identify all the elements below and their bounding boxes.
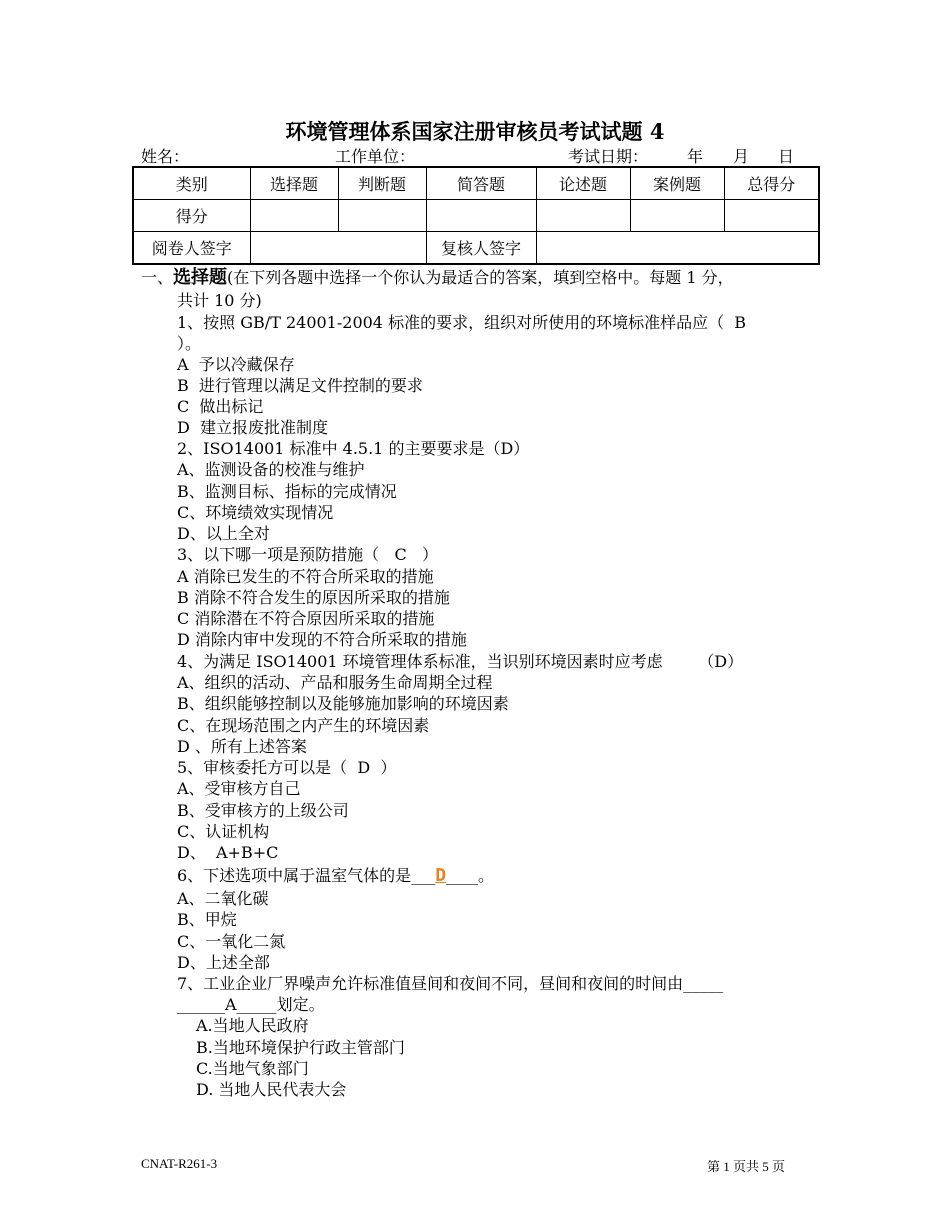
date-month: 月: [733, 147, 750, 166]
score-cell: [724, 200, 819, 232]
option: D 消除内审中发现的不符合所采取的措施: [177, 630, 467, 649]
option: D、以上全对: [177, 524, 270, 543]
question-1: 1、按照 GB/T 24001-2004 标准的要求，组织对所使用的环境标准样品应（ B: [177, 313, 746, 332]
question-3: 3、以下哪一项是预防措施（ C ）: [177, 545, 438, 564]
score-table-cell: 总得分: [724, 167, 819, 200]
score-cell: [630, 200, 724, 232]
score-row-label: 得分: [133, 200, 250, 232]
score-cell: [250, 200, 338, 232]
score-table-sign-row: [133, 232, 819, 265]
option: C.当地气象部门: [196, 1059, 309, 1078]
option: C、环境绩效实现情况: [177, 503, 334, 522]
option: A、二氧化碳: [177, 889, 269, 908]
org-label: 工作单位：: [335, 147, 416, 166]
option: C 消除潜在不符合原因所采取的措施: [177, 609, 435, 628]
option: A 消除已发生的不符合所采取的措施: [177, 567, 434, 586]
score-table: [132, 166, 820, 265]
option: B.当地环境保护行政主管部门: [196, 1038, 405, 1057]
option: B、组织能够控制以及能够施加影响的环境因素: [177, 694, 509, 713]
option: A、组织的活动、产品和服务生命周期全过程: [177, 673, 493, 692]
question-7-end: 划定。: [276, 995, 325, 1014]
page-title: 环境管理体系国家注册审核员考试试题 4: [285, 119, 665, 144]
section-intro-cont: 共计 10 分): [177, 291, 262, 310]
footer-page-number: 第 1 页共 5 页: [707, 1159, 786, 1174]
option: B 进行管理以满足文件控制的要求: [177, 376, 423, 395]
option: D、上述全部: [177, 953, 270, 972]
question-7-cont: [177, 995, 325, 1015]
option: A、受审核方自己: [177, 779, 301, 798]
section-title: 选择题: [173, 267, 228, 288]
option: A.当地人民政府: [196, 1016, 309, 1035]
rechecker-sign-cell: [536, 232, 819, 265]
option: A 予以冷藏保存: [177, 355, 295, 374]
option: C 做出标记: [177, 397, 264, 416]
score-cell: [338, 200, 426, 232]
name-label: 姓名：: [141, 147, 190, 166]
score-table-cell: 类别: [133, 167, 250, 200]
answer-blank: ______A_____: [177, 995, 277, 1014]
option: D、 A+B+C: [177, 843, 279, 862]
date-year: 年: [687, 147, 704, 166]
footer-doc-code: CNAT-R261-3: [141, 1156, 218, 1171]
option: C、认证机构: [177, 822, 270, 841]
question-6: [177, 866, 494, 886]
option: C、一氧化二氮: [177, 932, 286, 951]
score-cell: [426, 200, 536, 232]
score-table-cell: 选择题: [250, 167, 338, 200]
answer-blank-left: ___: [411, 866, 436, 885]
score-table-cell: 案例题: [630, 167, 724, 200]
option: D. 当地人民代表大会: [196, 1080, 347, 1099]
option: B、监测目标、指标的完成情况: [177, 482, 397, 501]
option: B、受审核方的上级公司: [177, 801, 349, 820]
question-6-end: 。: [478, 866, 495, 885]
score-cell: [536, 200, 630, 232]
question-4: 4、为满足 ISO14001 环境管理体系标准，当识别环境因素时应考虑 （D）: [177, 652, 744, 671]
section-intro: (在下列各题中选择一个你认为最适合的答案，填到空格中。每题 1 分，: [227, 268, 734, 287]
reviewer-label: 阅卷人签字: [133, 232, 250, 265]
question-1-cont: ）。: [177, 334, 202, 353]
section-number: 一、: [141, 268, 174, 287]
score-table-score-row: [133, 200, 819, 232]
question-6-text: 6、下述选项中属于温室气体的是: [177, 866, 412, 885]
option: B 消除不符合发生的原因所采取的措施: [177, 588, 450, 607]
answer-blank-right: ____: [446, 866, 479, 885]
question-2: 2、ISO14001 标准中 4.5.1 的主要要求是（D）: [177, 439, 530, 458]
section-1-heading: [141, 268, 734, 288]
question-7: 7、工业企业厂界噪声允许标准值昼间和夜间不同，昼间和夜间的时间由_____: [177, 974, 724, 993]
option: C、在现场范围之内产生的环境因素: [177, 716, 430, 735]
option: A、监测设备的校准与维护: [177, 460, 365, 479]
score-table-header-row: [133, 167, 819, 200]
answer-value: D: [435, 865, 447, 886]
score-table-cell: 论述题: [536, 167, 630, 200]
date-day: 日: [778, 147, 795, 166]
rechecker-label: 复核人签字: [426, 232, 536, 265]
option: D 、所有上述答案: [177, 737, 307, 756]
score-table-cell: 判断题: [338, 167, 426, 200]
question-5: 5、审核委托方可以是（ D ）: [177, 758, 397, 777]
score-table-cell: 简答题: [426, 167, 536, 200]
option: B、甲烷: [177, 910, 237, 929]
date-label: 考试日期：: [568, 147, 649, 166]
reviewer-sign-cell: [250, 232, 426, 265]
option: D 建立报废批准制度: [177, 418, 329, 437]
